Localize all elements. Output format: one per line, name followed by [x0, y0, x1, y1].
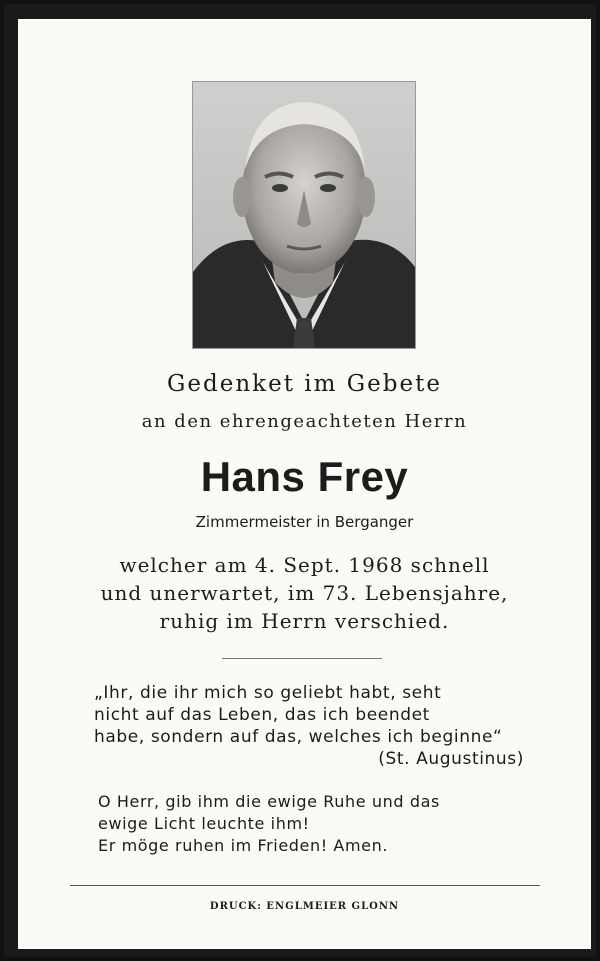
death-notice-line-1: welcher am 4. Sept. 1968 schnell — [119, 553, 490, 577]
prayer-line-2: ewige Licht leuchte ihm! — [98, 814, 310, 833]
printer-imprint: DRUCK: ENGLMEIER GLONN — [209, 901, 400, 912]
deceased-name: Hans Frey — [200, 453, 409, 500]
death-notice-line-2: und unerwartet, im 73. Lebensjahre, — [100, 581, 509, 605]
intro-line-1: Gedenket im Gebete — [167, 371, 442, 397]
footer-divider — [70, 885, 540, 886]
quote-line-2: nicht auf das Leben, das ich beendet — [94, 705, 430, 725]
divider — [222, 658, 382, 659]
quote-source: (St. Augustinus) — [378, 749, 524, 769]
portrait-photo — [192, 81, 416, 349]
quote-line-1: „Ihr, die ihr mich so geliebt habt, seht — [94, 683, 442, 703]
occupation: Zimmermeister in Berganger — [195, 513, 414, 531]
prayer-line-3: Er möge ruhen im Frieden! Amen. — [98, 836, 389, 855]
intro-line-2: an den ehrengeachteten Herrn — [141, 411, 468, 432]
memorial-card-border — [4, 4, 596, 957]
quote-line-3: habe, sondern auf das, welches ich beginne“ — [94, 727, 503, 747]
prayer-line-1: O Herr, gib ihm die ewige Ruhe und das — [98, 792, 440, 811]
death-notice-line-3: ruhig im Herrn verschied. — [159, 609, 450, 633]
memorial-card — [18, 19, 591, 949]
